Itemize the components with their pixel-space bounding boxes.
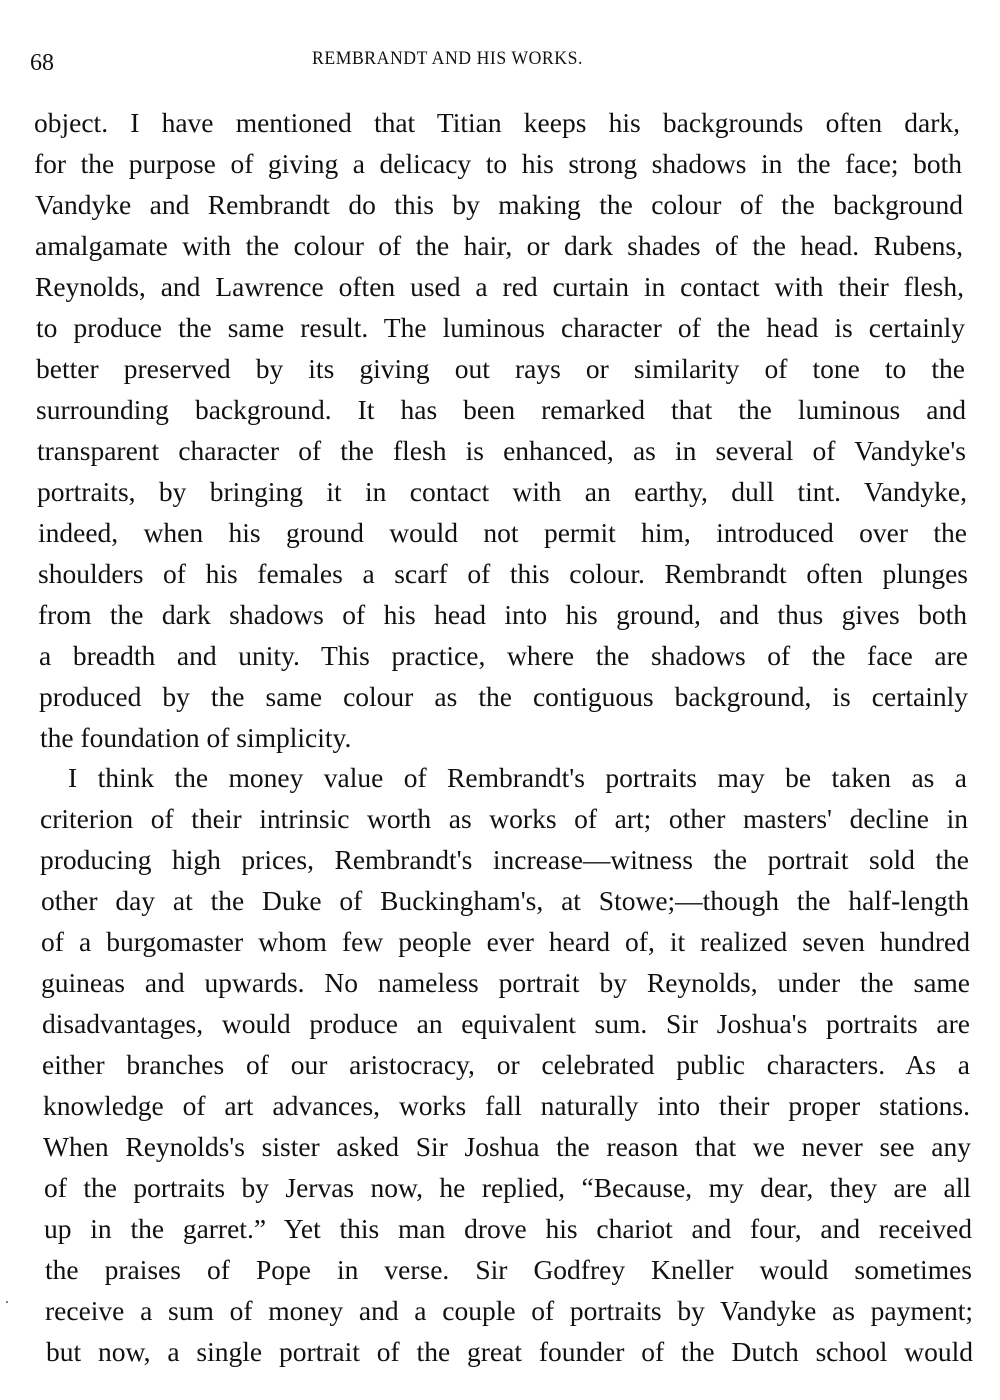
scan-speck xyxy=(6,1301,8,1303)
text-line: a breadth and unity. This practice, where the shadows of the face are xyxy=(39,640,968,671)
text-line: of a burgomaster whom few people ever heard of, it realized seven hundred xyxy=(41,926,970,957)
text-line: surrounding background. It has been remarked that the luminous and xyxy=(36,394,966,425)
text-line: criterion of their intrinsic worth as works of art; other masters' decline in xyxy=(40,803,968,834)
text-line: producing high prices, Rembrandt's increase—witness the portrait sold the xyxy=(40,844,969,875)
text-line: up in the garret.” Yet this man drove his chariot and four, and received xyxy=(44,1213,972,1244)
page-number: 68 xyxy=(30,50,54,76)
text-line: transparent character of the flesh is enhanced, as in several of Vandyke's xyxy=(37,435,966,466)
text-line: for the purpose of giving a delicacy to his strong shadows in the face; both xyxy=(34,148,962,179)
text-line: receive a sum of money and a couple of portraits by Vandyke as payment; xyxy=(45,1295,973,1326)
text-line: to produce the same result. The luminous character of the head is certainly xyxy=(36,312,965,343)
text-line: guineas and upwards. No nameless portrait by Reynolds, under the same xyxy=(41,967,970,998)
text-line: produced by the same colour as the contiguous background, is certainly xyxy=(39,681,968,712)
text-line: of the portraits by Jervas now, he replied, “Because, my dear, they are all xyxy=(44,1172,971,1203)
text-line: Reynolds, and Lawrence often used a red curtain in contact with their flesh, xyxy=(35,271,964,302)
text-line: but now, a single portrait of the great founder of the Dutch school would xyxy=(46,1336,973,1367)
text-line: indeed, when his ground would not permit him, introduced over the xyxy=(38,517,967,548)
running-title: REMBRANDT AND HIS WORKS. xyxy=(312,48,583,69)
text-line: from the dark shadows of his head into his ground, and thus gives both xyxy=(38,599,967,630)
text-line: object. I have mentioned that Titian keeps his backgrounds often dark, xyxy=(34,107,960,138)
text-line: shoulders of his females a scarf of this colour. Rembrandt often plunges xyxy=(38,558,968,589)
text-line: the foundation of simplicity. xyxy=(40,722,352,753)
text-line: amalgamate with the colour of the hair, or dark shades of the head. Rubens, xyxy=(35,230,963,261)
text-line: knowledge of art advances, works fall naturally into their proper stations. xyxy=(43,1090,970,1121)
paragraph-first-line: I think the money value of Rembrandt's portraits may be taken as a xyxy=(68,762,967,793)
text-line: When Reynolds's sister asked Sir Joshua the reason that we never see any xyxy=(43,1131,971,1162)
text-line: other day at the Duke of Buckingham's, at Stowe;—though the half-length xyxy=(41,885,969,916)
page-header xyxy=(30,46,690,76)
text-line: the praises of Pope in verse. Sir Godfrey Kneller would sometimes xyxy=(45,1254,972,1285)
text-line: Vandyke and Rembrandt do this by making the colour of the background xyxy=(35,189,963,220)
text-line: disadvantages, would produce an equivalent sum. Sir Joshua's portraits are xyxy=(42,1008,970,1039)
text-line: better preserved by its giving out rays or similarity of tone to the xyxy=(36,353,965,384)
text-line: portraits, by bringing it in contact with an earthy, dull tint. Vandyke, xyxy=(37,476,967,507)
text-line: either branches of our aristocracy, or celebrated public characters. As a xyxy=(42,1049,970,1080)
